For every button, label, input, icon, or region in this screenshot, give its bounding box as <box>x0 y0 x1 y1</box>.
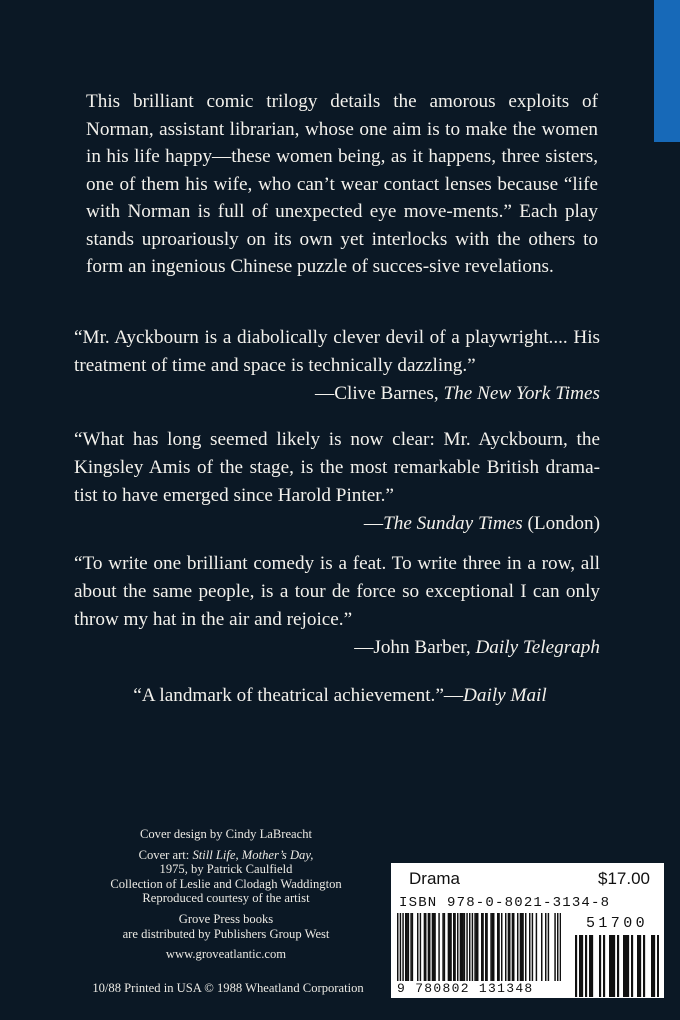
barcode-bar <box>485 913 486 981</box>
barcode-bar <box>486 913 487 981</box>
ean-digits: 9 780802 131348 <box>397 981 561 996</box>
barcode-bar <box>554 913 555 981</box>
barcode-bar <box>400 913 401 981</box>
barcode-bar <box>406 913 407 981</box>
barcode-bar <box>469 913 470 981</box>
blurb-paragraph: This brilliant comic trilogy details the amorous exploits of Norman, assistant librarian, whose one aim is to make the women in his life happy—these women being, as it happens, three sisters, one of them his wife, who can’t wear contact lenses because “life with Norman is full of unexpected eye move-ments.” Each play stands uproariously on its own yet interlocks with the others to form an ingenious Chinese puzzle of succes-sive revelations. <box>86 91 598 277</box>
barcode-bar <box>476 913 477 981</box>
barcode-bar <box>424 913 425 981</box>
barcode-bar <box>448 913 449 981</box>
barcode-bar <box>420 913 421 981</box>
barcode-bar <box>474 913 475 981</box>
barcode-bar <box>609 935 611 997</box>
barcode-bar <box>529 913 530 981</box>
barcode-bar <box>482 913 483 981</box>
category-label: Drama <box>409 869 461 888</box>
barcode-bar <box>508 913 509 981</box>
barcode-bar <box>444 913 445 981</box>
barcode-bar <box>545 913 546 981</box>
price-label: $17.00 <box>598 869 650 888</box>
barcode-bar <box>653 935 655 997</box>
barcode-bar <box>397 913 398 981</box>
barcode-bar <box>657 935 659 997</box>
review-quote-2 <box>74 426 600 538</box>
quote-attribution: —The Sunday Times (London) <box>363 513 600 534</box>
addon-barcode-bars <box>575 935 659 997</box>
barcode-bar <box>450 913 451 981</box>
barcode-bar <box>541 913 542 981</box>
barcode-box <box>391 863 664 998</box>
barcode-bar <box>548 913 549 981</box>
barcode-bar <box>428 913 429 981</box>
spine-accent-tab <box>654 0 680 142</box>
barcode-bar <box>402 913 403 981</box>
barcode-bar <box>651 935 653 997</box>
barcode-bar <box>623 935 625 997</box>
barcode-bar <box>464 913 465 981</box>
barcode-bar <box>490 913 491 981</box>
barcode-bar <box>521 913 522 981</box>
barcode-bar <box>611 935 613 997</box>
review-quote-4: “A landmark of theatrical achievement.”—Daily Mail <box>133 685 547 706</box>
barcode-bar <box>405 913 406 981</box>
barcode-bar <box>433 913 434 981</box>
barcode-bar <box>493 913 494 981</box>
barcode-bar <box>631 935 633 997</box>
publisher-website: www.groveatlantic.com <box>165 947 287 962</box>
quote-attribution: —John Barber, Daily Telegraph <box>354 637 600 658</box>
barcode-bar <box>509 913 510 981</box>
barcode-bar <box>434 913 435 981</box>
print-line: 10/88 Printed in USA © 1988 Wheatland Corporation <box>92 981 364 995</box>
barcode-bar <box>492 913 493 981</box>
barcode-bar <box>512 913 513 981</box>
barcode-bar <box>429 913 430 981</box>
barcode-bar <box>536 913 537 981</box>
barcode-bar <box>557 913 558 981</box>
quote-text: “Mr. Ayckbourn is a diabolically clever devil of a playwright.... His treatment of time and space is technically dazzling.” <box>74 327 600 376</box>
price-addon-barcode <box>575 915 659 997</box>
barcode-bar <box>575 935 577 997</box>
barcode-bar <box>525 913 526 981</box>
barcode-bar <box>585 935 587 997</box>
cover-art-credit: Cover art: Still Life, Mother’s Day, 1975, by Patrick Caulfield Collection of Leslie and Clodagh Waddington Reproduced courtesy of the artist <box>110 847 342 906</box>
barcode-bar <box>560 913 561 981</box>
barcode-bar <box>639 935 641 997</box>
barcode-bar <box>643 935 645 997</box>
barcode-bar <box>532 913 533 981</box>
barcode-bar <box>462 913 463 981</box>
quote-attribution: —Clive Barnes, The New York Times <box>315 383 600 404</box>
barcode-bar <box>517 913 518 981</box>
ean-barcode-bars <box>397 913 561 981</box>
addon-digits: 51700 <box>585 915 648 932</box>
barcode-bar <box>438 913 439 981</box>
credits-block <box>74 827 378 995</box>
barcode-bar <box>432 913 433 981</box>
quote-text: “What has long seemed likely is now clear: Mr. Ayckbourn, the Kingsley Amis of the stage, is the most remarkable British drama-tist to have emerged since Harold Pinter.” <box>74 429 600 506</box>
barcode-bar <box>501 913 502 981</box>
barcode-bar <box>505 913 506 981</box>
barcode-bar <box>522 913 523 981</box>
barcode-bar <box>472 913 473 981</box>
barcode-bar <box>481 913 482 981</box>
barcode-bar <box>627 935 629 997</box>
barcode-bar <box>513 913 514 981</box>
ean-barcode <box>397 913 561 997</box>
barcode-bar <box>454 913 455 981</box>
barcode-bar <box>449 913 450 981</box>
barcode-bar <box>589 935 591 997</box>
distribution-credit: Grove Press books are distributed by Publishers Group West <box>122 911 330 941</box>
barcode-bar <box>625 935 627 997</box>
barcode-bar <box>460 913 461 981</box>
barcode-bar <box>453 913 454 981</box>
barcode-bar <box>457 913 458 981</box>
barcode-bar <box>603 935 605 997</box>
isbn-label: ISBN 978-0-8021-3134-8 <box>399 895 611 911</box>
barcode-bar <box>408 913 409 981</box>
barcode-bar <box>581 935 583 997</box>
barcode-bar <box>617 935 619 997</box>
barcode-bar <box>442 913 443 981</box>
barcode-bar <box>613 935 615 997</box>
barcode-bar <box>477 913 478 981</box>
barcode-bar <box>591 935 593 997</box>
barcode-bar <box>466 913 467 981</box>
barcode-bar <box>497 913 498 981</box>
barcode-bar <box>520 913 521 981</box>
quote-text: “To write one brilliant comedy is a feat. To write three in a row, all about the same people, is a tour de force so exceptional I can only throw my hat in the air and rejoice.” <box>74 553 600 630</box>
barcode-bar <box>599 935 601 997</box>
barcode-bar <box>637 935 639 997</box>
review-quote-3 <box>74 550 600 662</box>
barcode-bar <box>579 935 581 997</box>
barcode-bar <box>498 913 499 981</box>
barcode-bar <box>412 913 413 981</box>
barcode-bar <box>417 913 418 981</box>
barcode-bar <box>425 913 426 981</box>
barcode-bar <box>410 913 411 981</box>
barcode-bar <box>461 913 462 981</box>
review-quote-1 <box>74 324 600 408</box>
cover-design-credit: Cover design by Cindy LaBreacht <box>139 827 313 841</box>
